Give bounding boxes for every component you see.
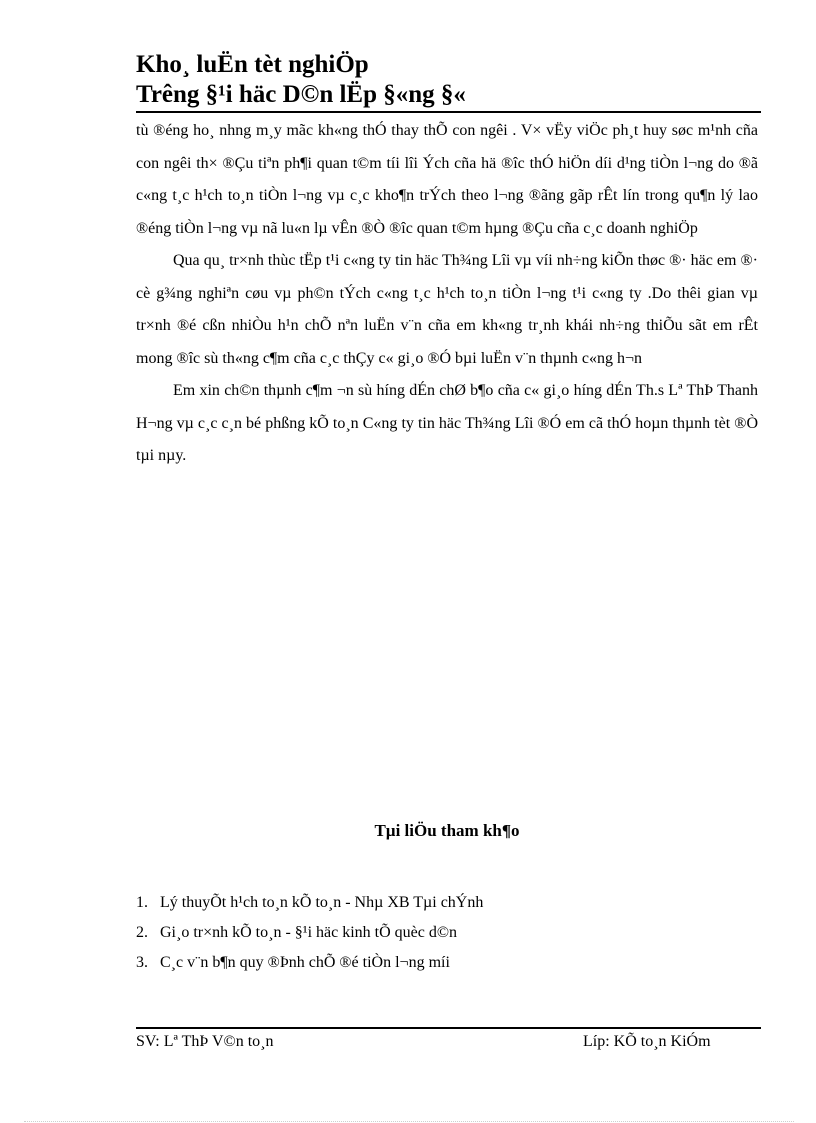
page-header	[136, 50, 761, 110]
paragraph: tù ®éng ho¸ nhng m¸y mãc kh«ng thÓ thay thÕ con ngêi . V× vËy viÖc ph¸t huy søc m¹nh cña con ngêi th× ®Çu tiªn ph¶i quan t©m tíi lîi Ých cña hä ®îc thÓ hiÖn díi d¹ng tiÒn l¬ng do ®ã c«ng t¸c h¹ch to¸n tiÒn l¬ng vµ c¸c kho¶n trÝch theo l¬ng ®ãng gãp rÊt lín trong qu¶n lý lao ®éng tiÒn l¬ng vµ nã lu«n lµ vÊn ®Ò ®îc quan t©m hµng ®Çu cña c¸c doanh nghiÖp	[136, 122, 758, 237]
paragraph: Qua qu¸ tr×nh thùc tËp t¹i c«ng ty tin häc Th¾ng Lîi vµ víi nh÷ng kiÕn thøc ®· häc em ®· cè g¾ng nghiªn cøu vµ ph©n tÝch c«ng t¸c h¹ch to¸n tiÒn l¬ng t¹i c«ng ty .Do thêi gian vµ tr×nh ®é cßn nhiÒu h¹n chÕ nªn luËn v¨n cña em kh«ng tr¸nh khái nh÷ng thiÕu sãt em rÊt mong ®îc sù th«ng c¶m cña c¸c thÇy c« gi¸o ®Ó bµi luËn v¨n thµnh c«ng h¬n	[136, 252, 758, 367]
paragraph: Em xin ch©n thµnh c¶m ¬n sù híng dÉn chØ b¶o cña c« gi¸o híng dÉn Th.s Lª ThÞ Thanh H¬ng vµ c¸c c¸n bé phßng kÕ to¸n C«ng ty tin häc Th¾ng Lîi ®Ó em cã thÓ hoµn thµnh tèt ®Ò tµi nµy.	[136, 382, 758, 464]
footer-class: Líp: KÕ to¸n KiÓm	[583, 1033, 711, 1050]
list-item	[136, 920, 758, 950]
body-text	[136, 115, 758, 473]
list-number: 1.	[136, 894, 148, 911]
footer-student: SV: Lª ThÞ V©n to¸n	[136, 1033, 274, 1050]
list-text: Lý thuyÕt h¹ch to¸n kÕ to¸n - Nhµ XB Tµi chÝnh	[160, 894, 484, 911]
header-title: Kho¸ luËn tèt nghiÖp	[136, 51, 369, 78]
list-text: Gi¸o tr×nh kÕ to¸n - §¹i häc kinh tÕ quèc d©n	[160, 924, 458, 941]
list-number: 3.	[136, 954, 148, 971]
references-list	[136, 890, 758, 980]
references-title: Tµi liÖu tham kh¶o	[374, 821, 520, 840]
footer-divider	[136, 1027, 761, 1029]
header-divider	[136, 111, 761, 113]
list-number: 2.	[136, 924, 148, 941]
header-subtitle: Trêng §¹i häc D©n lËp §«ng §«	[136, 81, 466, 108]
list-item	[136, 950, 758, 980]
list-item	[136, 890, 758, 920]
page-edge	[24, 1121, 794, 1122]
list-text: C¸c v¨n b¶n quy ®Þnh chÕ ®é tiÒn l¬ng míi	[160, 954, 450, 971]
